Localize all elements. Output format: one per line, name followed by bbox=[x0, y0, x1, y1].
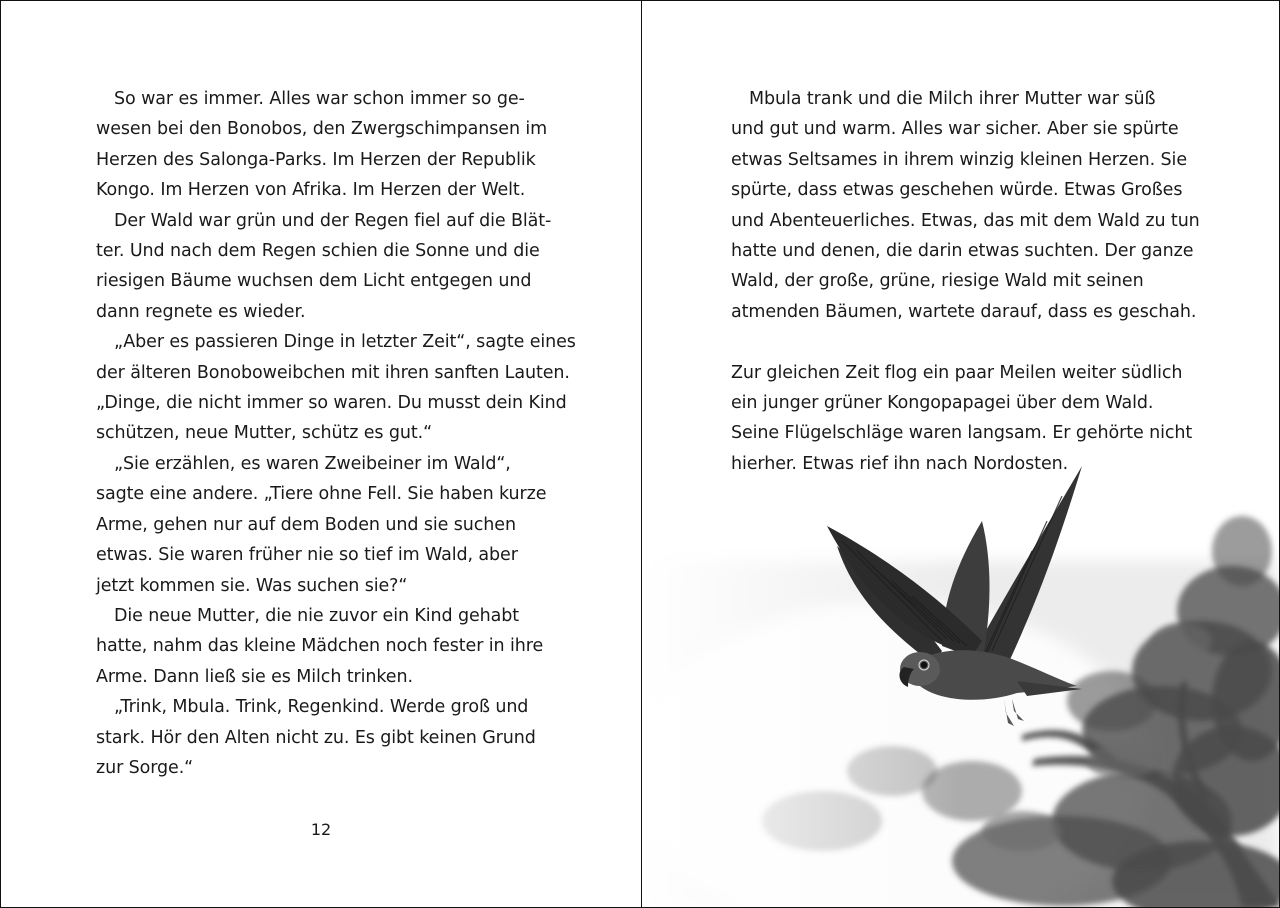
text-line: „Trink, Mbula. Trink, Regenkind. Werde groß und bbox=[114, 697, 529, 718]
text-line: jetzt kommen sie. Was suchen sie?“ bbox=[96, 575, 408, 596]
paragraph-gap bbox=[731, 327, 1201, 357]
text-line: wesen bei den Bonobos, den Zwergschimpansen im bbox=[96, 119, 548, 140]
left-page bbox=[1, 1, 641, 907]
left-page-text bbox=[96, 84, 576, 783]
text-line: Mbula trank und die Milch ihrer Mutter war süß bbox=[749, 89, 1156, 109]
text-line: Herzen des Salonga-Parks. Im Herzen der Republik bbox=[96, 149, 536, 170]
text-line: ter. Und nach dem Regen schien die Sonne und die bbox=[96, 241, 540, 262]
text-line: Zur gleichen Zeit flog ein paar Meilen weiter südlich bbox=[731, 362, 1183, 383]
page-number: 12 bbox=[310, 820, 332, 839]
text-line: Der Wald war grün und der Regen fiel auf die Blät- bbox=[114, 210, 552, 231]
text-line: sagte eine andere. „Tiere ohne Fell. Sie haben kurze bbox=[96, 484, 547, 505]
text-line: Die neue Mutter, die nie zuvor ein Kind gehabt bbox=[114, 605, 520, 626]
right-page bbox=[642, 1, 1279, 907]
text-line: der älteren Bonoboweibchen mit ihren sanften Lauten. bbox=[96, 362, 570, 383]
text-line: spürte, dass etwas geschehen würde. Etwas Großes bbox=[731, 180, 1183, 201]
text-line: dann regnete es wieder. bbox=[96, 301, 306, 322]
text-line: Wald, der große, grüne, riesige Wald mit seinen bbox=[731, 271, 1144, 292]
text-line: hierher. Etwas rief ihn nach Nordosten. bbox=[731, 453, 1069, 474]
text-line: ein junger grüner Kongopapagei über dem Wald. bbox=[731, 393, 1154, 414]
text-line: „Aber es passieren Dinge in letzter Zeit“, sagte eines bbox=[114, 332, 576, 353]
right-page-text bbox=[731, 84, 1201, 479]
text-line: etwas. Sie waren früher nie so tief im Wald, aber bbox=[96, 545, 518, 566]
parrot-in-flight-over-tree-icon bbox=[642, 441, 1279, 907]
text-line: „Dinge, die nicht immer so waren. Du musst dein Kind bbox=[96, 393, 567, 414]
text-line: „Sie erzählen, es waren Zweibeiner im Wald“, bbox=[114, 453, 511, 474]
text-line: Arme. Dann ließ sie es Milch trinken. bbox=[96, 666, 413, 687]
text-line: Kongo. Im Herzen von Afrika. Im Herzen der Welt. bbox=[96, 180, 526, 201]
text-line: und gut und warm. Alles war sicher. Aber sie spürte bbox=[731, 119, 1179, 140]
text-line: schützen, neue Mutter, schütz es gut.“ bbox=[96, 423, 433, 444]
text-line: zur Sorge.“ bbox=[96, 757, 194, 778]
text-line: Arme, gehen nur auf dem Boden und sie suchen bbox=[96, 514, 516, 535]
text-line: hatte, nahm das kleine Mädchen noch fester in ihre bbox=[96, 636, 544, 657]
text-line: hatte und denen, die darin etwas suchten. Der ganze bbox=[731, 241, 1194, 262]
text-line: So war es immer. Alles war schon immer so ge- bbox=[114, 89, 525, 109]
text-line: stark. Hör den Alten nicht zu. Es gibt keinen Grund bbox=[96, 727, 536, 748]
text-line: Seine Flügelschläge waren langsam. Er gehörte nicht bbox=[731, 423, 1193, 444]
text-line: und Abenteuerliches. Etwas, das mit dem Wald zu tun bbox=[731, 210, 1200, 231]
text-line: riesigen Bäume wuchsen dem Licht entgegen und bbox=[96, 271, 532, 292]
text-line: atmenden Bäumen, wartete darauf, dass es geschah. bbox=[731, 301, 1197, 322]
text-line: etwas Seltsames in ihrem winzig kleinen Herzen. Sie bbox=[731, 149, 1187, 170]
